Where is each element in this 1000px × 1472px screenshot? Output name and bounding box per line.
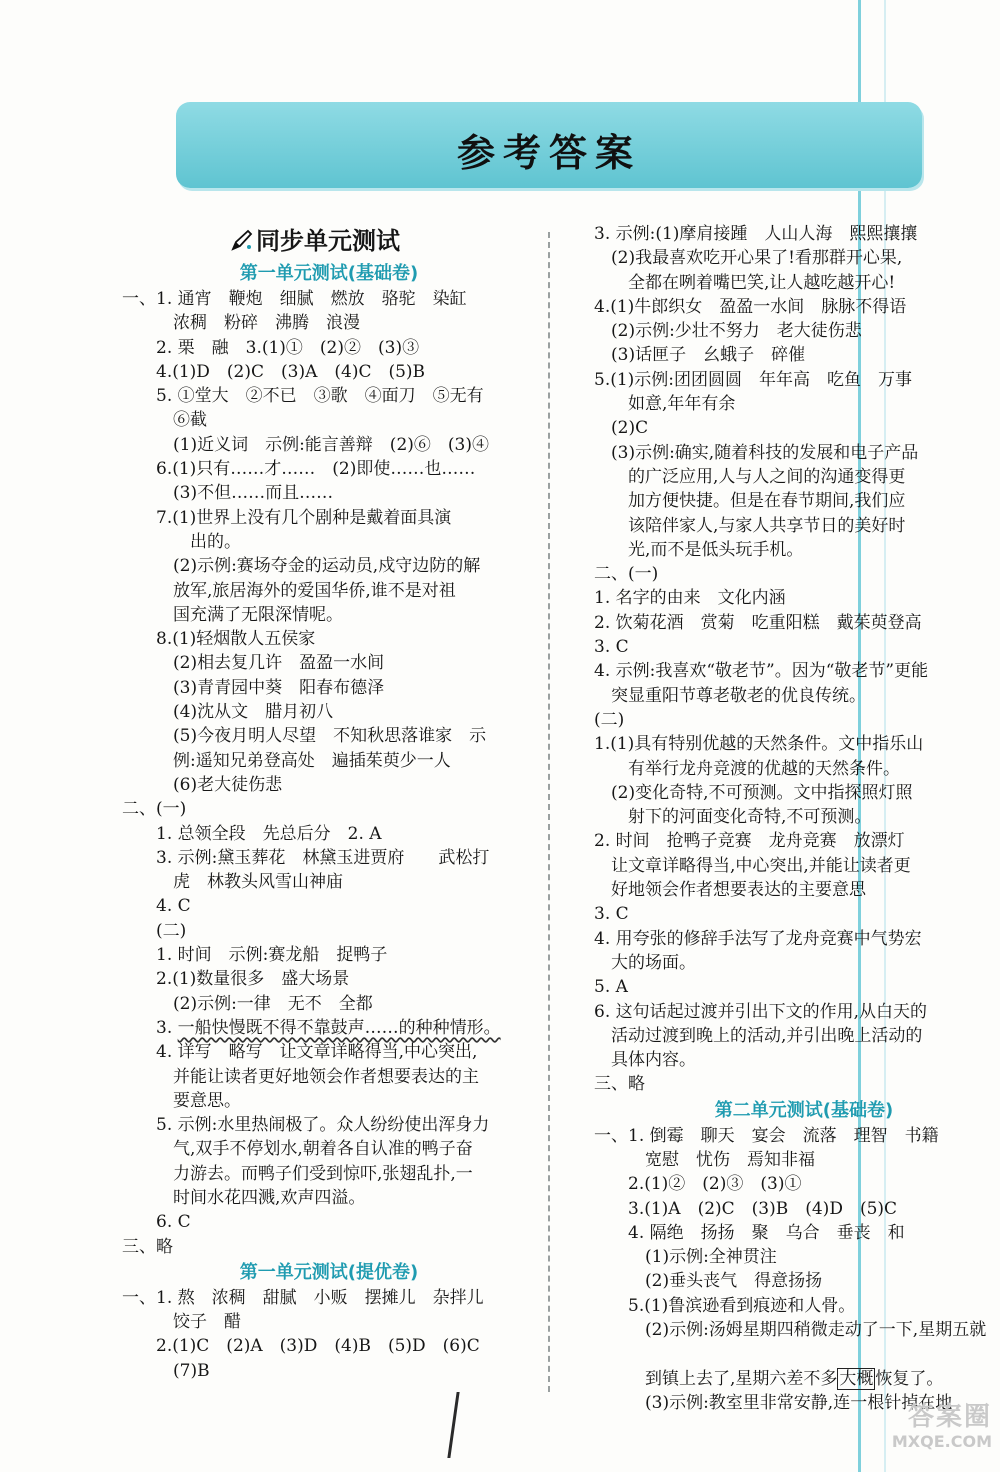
answer-line: (2)示例:汤姆星期四稍微走动了一下,星期五就 xyxy=(594,1320,987,1341)
answer-line: 二、(一) xyxy=(122,799,187,820)
answer-line: 大的场面。 xyxy=(594,952,696,973)
answer-line: 2.(1)② (2)③ (3)① xyxy=(594,1174,802,1195)
answer-line: 例:遥知兄弟登高处 遍插茱萸少一人 xyxy=(122,750,451,771)
answer-line: 一、1. 熬 浓稠 甜腻 小贩 摆摊儿 杂拌儿 xyxy=(122,1287,484,1308)
answer-line: 让文章详略得当,中心突出,并能让读者更 xyxy=(594,855,911,876)
answer-line: 8.(1)轻烟散人五侯家 xyxy=(122,629,316,650)
answer-line: 虎 林教头风雪山神庙 xyxy=(122,872,343,893)
unit-test-heading: 第二单元测试(基础卷) xyxy=(714,1099,894,1121)
answer-line: (3)不但……而且…… xyxy=(122,483,334,504)
answer-line xyxy=(122,1016,536,1040)
watermark xyxy=(842,1402,992,1458)
watermark-logo: 答案圈 xyxy=(907,1402,992,1432)
answer-line: 4. 隔绝 扬扬 聚 乌合 垂丧 和 xyxy=(594,1222,905,1243)
boxed-word: 大概 xyxy=(839,1368,874,1389)
answer-line: (2)相去复几许 盈盈一水间 xyxy=(122,653,385,674)
answer-line: 6. C xyxy=(122,1212,191,1233)
answer-line: 4.(1)D (2)C (3)A (4)C (5)B xyxy=(122,361,426,382)
answer-line: 有举行龙舟竞渡的优越的天然条件。 xyxy=(594,758,900,779)
answer-line: 的广泛应用,人与人之间的沟通变得更 xyxy=(594,466,906,487)
answer-line: (3)示例:教室里非常安静,连一根针掉在地 xyxy=(594,1392,953,1413)
answer-line: (2)我最喜欢吃开心果了!看那群开心果, xyxy=(594,248,903,269)
answer-line: 4. C xyxy=(122,896,191,917)
answer-line: 4. 示例:我喜欢“敬老节”。因为“敬老节”更能 xyxy=(594,661,929,682)
answer-line: 2. 时间 抢鸭子竞赛 龙舟竞赛 放漂灯 xyxy=(594,831,905,852)
answer-line: 1.(1)具有特别优越的天然条件。文中指乐山 xyxy=(594,734,924,755)
unit-test-heading: 第一单元测试(提优卷) xyxy=(239,1261,419,1283)
answer-line: 宽慰 忧伤 焉知非福 xyxy=(594,1149,815,1170)
answer-line: 二、(一) xyxy=(594,564,659,585)
answer-line: (3)话匣子 幺蛾子 碎催 xyxy=(594,345,806,366)
answer-line: 5. A xyxy=(594,977,628,998)
answer-line: 5.(1)示例:团团圆圆 年年高 吃鱼 万事 xyxy=(594,369,913,390)
answer-line: (7)B xyxy=(122,1360,210,1381)
answer-line: 活动过渡到晚上的活动,并引出晚上活动的 xyxy=(594,1025,923,1046)
answer-line: 2. 栗 融 3.(1)① (2)② (3)③ xyxy=(122,337,420,358)
answer-line: 1. 时间 示例:赛龙船 捉鸭子 xyxy=(122,945,388,966)
answer-line: 该陪伴家人,与家人共享节日的美好时 xyxy=(594,515,906,536)
answer-line: 射下的河面变化奇特,不可预测。 xyxy=(594,807,872,828)
section-heading xyxy=(122,222,536,260)
answer-line: (二) xyxy=(122,920,187,941)
answer-line: 一、1. 通宵 鞭炮 细腻 燃放 骆驼 染缸 xyxy=(122,289,467,309)
answer-line: 1. 名字的由来 文化内涵 xyxy=(594,588,786,609)
column-divider xyxy=(548,232,550,1392)
answer-line: 浓稠 粉碎 沸腾 浪漫 xyxy=(122,313,360,334)
answer-line: 7.(1)世界上没有几个剧种是戴着面具演 xyxy=(122,507,452,528)
answer-line: (1)近义词 示例:能言善辩 (2)⑥ (3)④ xyxy=(122,434,489,455)
answer-line: 一、1. 倒霉 聊天 宴会 流落 理智 书籍 xyxy=(594,1125,939,1146)
right-column xyxy=(594,222,987,1415)
answer-line xyxy=(594,1367,984,1391)
answer-line: 力游去。而鸭子们受到惊吓,张翅乱扑,一 xyxy=(122,1163,473,1184)
wavy-underlined-answer: 一船快慢既不得不靠鼓声……的种种情形。 xyxy=(177,1017,501,1038)
answer-line: (2)垂头丧气 得意扬扬 xyxy=(594,1271,823,1292)
answer-line: (2)示例:少壮不努力 老大徒伤悲 xyxy=(594,321,862,342)
answer-line: 并能让读者更好地领会作者想要表达的主 xyxy=(122,1066,479,1087)
answer-line: (6)老大徒伤悲 xyxy=(122,774,283,795)
answer-line: 放军,旅居海外的爱国华侨,谁不是对祖 xyxy=(122,580,456,601)
answer-line: 突显重阳节尊老敬老的优良传统。 xyxy=(594,685,866,706)
answer-line: 饺子 醋 xyxy=(122,1312,241,1333)
answer-line: 2.(1)C (2)A (3)D (4)B (5)D (6)C xyxy=(122,1336,480,1357)
answer-line: 3. 示例:黛玉葬花 林黛玉进贾府 武松打 xyxy=(122,847,490,868)
answer-line: ⑥截 xyxy=(122,410,207,431)
answer-line: 5.(1)鲁滨逊看到痕迹和人骨。 xyxy=(594,1295,856,1316)
answer-line: (2)变化奇特,不可预测。文中指探照灯照 xyxy=(594,782,913,803)
answer-line: 气,双手不停划水,朝着各自认准的鸭子奋 xyxy=(122,1139,473,1160)
answer-line: 6.(1)只有……才…… (2)即使……也…… xyxy=(122,459,476,480)
answer-line: 全都在咧着嘴巴笑,让人越吃越开心! xyxy=(594,272,896,293)
answer-line: 具体内容。 xyxy=(594,1050,696,1071)
answer-line: 2. 饮菊花酒 赏菊 吃重阳糕 戴茱萸登高 xyxy=(594,612,922,633)
answer-line: 6. 这句话起过渡并引出下文的作用,从白天的 xyxy=(594,1001,928,1022)
answer-line: 5. ①堂大 ②不已 ③歌 ④面刀 ⑤无有 xyxy=(122,386,484,407)
answer-line: 光,而不是低头玩手机。 xyxy=(594,539,804,560)
answer-line: 5. 示例:水里热闹极了。众人纷纷使出浑身力 xyxy=(122,1115,490,1136)
answer-line: 3. 示例:(1)摩肩接踵 人山人海 熙熙攘攘 xyxy=(594,224,918,244)
answer-line: (二) xyxy=(594,709,625,730)
answer-line: 时间水花四溅,欢声四溢。 xyxy=(122,1187,366,1208)
answer-line: (2)C xyxy=(594,418,649,439)
title-banner xyxy=(176,102,922,188)
answer-line: 4.(1)牛郎织女 盈盈一水间 脉脉不得语 xyxy=(594,296,907,317)
answer-line: 2.(1)数量很多 盛大场景 xyxy=(122,969,350,990)
answer-line: (2)示例:一律 无不 全都 xyxy=(122,993,373,1014)
right-answer-list xyxy=(594,222,987,1415)
answer-line: 4. 用夸张的修辞手法写了龙舟竞赛中气势宏 xyxy=(594,928,922,949)
unit-test-heading: 第一单元测试(基础卷) xyxy=(239,263,419,284)
answer-line: (3)青青园中葵 阳春布德泽 xyxy=(122,677,385,698)
answer-line: (3)示例:确实,随着科技的发展和电子产品 xyxy=(594,442,919,463)
answer-line: (5)今夜月明人尽望 不知秋思落谁家 示 xyxy=(122,726,487,747)
left-answer-list xyxy=(122,260,536,1383)
answer-line: 3.(1)A (2)C (3)B (4)D (5)C xyxy=(594,1198,898,1219)
answer-line: 国充满了无限深情呢。 xyxy=(122,604,343,625)
answer-line: 3. C xyxy=(594,637,629,658)
page-title: 参考答案 xyxy=(456,131,641,175)
answer-line: (2)示例:赛场夺金的运动员,戍守边防的解 xyxy=(122,556,481,577)
pen-icon xyxy=(230,228,254,252)
answer-line: 如意,年年有余 xyxy=(594,394,736,415)
answer-line: 3. C xyxy=(594,904,629,925)
left-column xyxy=(122,222,536,1383)
answer-line: 要意思。 xyxy=(122,1090,241,1111)
pen-stroke-mark xyxy=(447,1392,462,1458)
section-heading-text: 同步单元测试 xyxy=(256,227,400,255)
watermark-site: MXQE.COM xyxy=(891,1432,992,1451)
answer-line: 加方便快捷。但是在春节期间,我们应 xyxy=(594,491,906,512)
answer-line: 1. 总领全段 先总后分 2. A xyxy=(122,823,382,844)
answer-line: (4)沈从文 腊月初八 xyxy=(122,702,334,723)
answer-text: 恢复了。 xyxy=(875,1368,944,1389)
blank-line xyxy=(594,1342,984,1366)
answer-line: (1)示例:全神贯注 xyxy=(594,1247,777,1268)
answer-number: 3. xyxy=(122,1017,178,1038)
answer-line: 三、略 xyxy=(122,1236,173,1257)
answer-line: 出的。 xyxy=(122,531,241,552)
answer-line: 4. 详写 略写 让文章详略得当,中心突出, xyxy=(122,1042,478,1063)
answer-line: 三、略 xyxy=(594,1074,645,1095)
answer-line: 好地领会作者想要表达的主要意思 xyxy=(594,880,866,901)
answer-text: 到镇上去了,星期六差不多 xyxy=(594,1368,838,1389)
